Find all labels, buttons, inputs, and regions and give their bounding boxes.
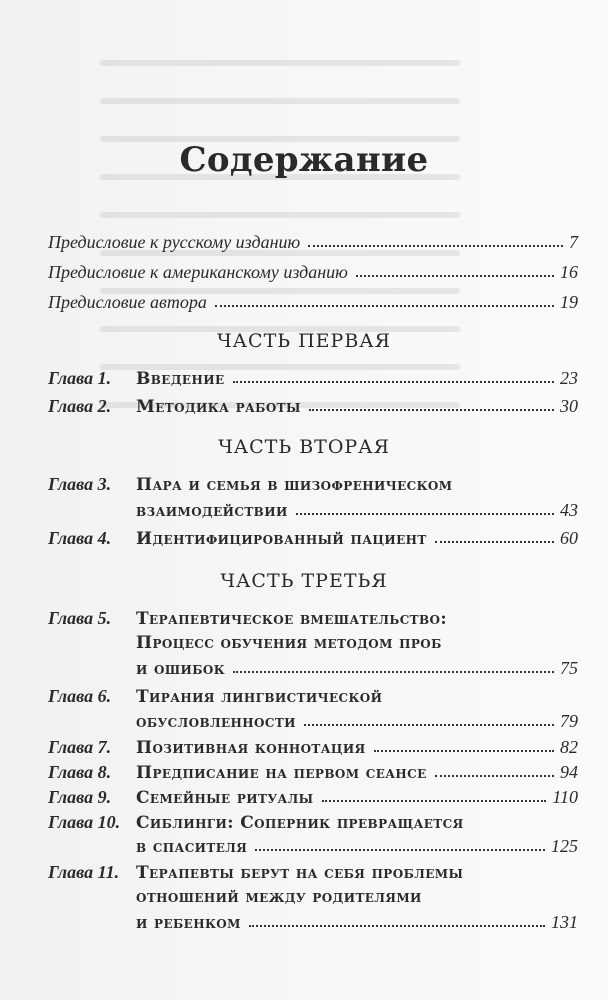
leader-dots: [255, 849, 545, 851]
toc-entry-chapter-3-line-2: [136, 500, 578, 521]
leader-dots: [249, 925, 545, 927]
part-heading: ЧАСТЬ ТРЕТЬЯ: [220, 570, 388, 592]
chapter-title: Введение: [136, 369, 225, 389]
toc-entry-chapter-10-line-1: [48, 812, 578, 833]
toc-entry-chapter-9: [48, 787, 578, 808]
chapter-number: Глава 3.: [48, 474, 112, 494]
toc-entry-label: Предисловие к американскому изданию: [48, 262, 348, 282]
leader-dots: [374, 750, 554, 752]
toc-entry-page: 19: [560, 292, 578, 312]
chapter-title-continued: взаимодействии: [136, 501, 288, 521]
chapter-title-continued: и ребенком: [136, 913, 241, 933]
leader-dots: [356, 275, 554, 277]
toc-entry-chapter-3-line-1: [48, 474, 578, 495]
chapter-title: Тирания лингвистической: [136, 687, 383, 707]
toc-entry-page: 131: [551, 912, 578, 932]
toc-entry-page: 79: [560, 711, 578, 731]
leader-dots: [296, 513, 554, 515]
toc-entry-chapter-4: [48, 528, 578, 549]
leader-dots: [308, 245, 563, 247]
chapter-number: Глава 1.: [48, 368, 112, 388]
toc-entry-chapter-1: [48, 368, 578, 389]
chapter-title: Терапевты берут на себя проблемы: [136, 863, 464, 883]
leader-dots: [233, 381, 555, 383]
leader-dots: [215, 305, 554, 307]
chapter-title-continued: в спасителя: [136, 837, 248, 857]
toc-entry-preface-author: [48, 292, 578, 313]
chapter-number: Глава 2.: [48, 396, 112, 416]
leader-dots: [304, 724, 554, 726]
toc-entry-page: 94: [560, 762, 578, 782]
toc-entry-chapter-11-line-3: [136, 912, 578, 933]
toc-entry-page: 23: [560, 368, 578, 388]
chapter-title-continued: отношений между родителями: [136, 887, 422, 907]
toc-entry-page: 16: [560, 262, 578, 282]
toc-entry-chapter-7: [48, 737, 578, 758]
toc-entry-page: 110: [552, 787, 578, 807]
chapter-title: Пара и семья в шизофреническом: [136, 475, 453, 495]
chapter-number: Глава 8.: [48, 762, 112, 782]
chapter-number: Глава 10.: [48, 812, 121, 832]
page-title: Содержание: [179, 140, 429, 180]
chapter-number: Глава 4.: [48, 528, 112, 548]
toc-entry-preface-russian: [48, 232, 578, 253]
part-heading: ЧАСТЬ ПЕРВАЯ: [216, 330, 392, 352]
chapter-title-continued: обусловленности: [136, 712, 296, 732]
chapter-title: Позитивная коннотация: [136, 738, 366, 758]
toc-entry-label: Предисловие к русскому изданию: [48, 232, 301, 252]
chapter-title: Сиблинги: Соперник превращается: [136, 813, 464, 833]
toc-entry-chapter-11-line-1: [48, 862, 578, 883]
toc-entry-preface-american: [48, 262, 578, 283]
leader-dots: [435, 541, 554, 543]
chapter-number: Глава 11.: [48, 862, 120, 882]
leader-dots: [233, 671, 554, 673]
leader-dots: [435, 775, 554, 777]
toc-entry-chapter-2: [48, 396, 578, 417]
toc-entry-chapter-5-line-3: [136, 658, 578, 679]
toc-entry-page: 30: [560, 396, 578, 416]
toc-entry-page: 75: [560, 658, 578, 678]
toc-entry-page: 125: [551, 836, 578, 856]
chapter-number: Глава 9.: [48, 787, 112, 807]
chapter-number: Глава 5.: [48, 608, 112, 628]
toc-entry-page: 7: [569, 232, 578, 252]
leader-dots: [309, 409, 554, 411]
chapter-title: Семейные ритуалы: [136, 788, 314, 808]
chapter-title: Методика работы: [136, 397, 301, 417]
toc-entry-chapter-8: [48, 762, 578, 783]
chapter-title: Предписание на первом сеансе: [136, 763, 427, 783]
chapter-number: Глава 6.: [48, 686, 112, 706]
chapter-title: Терапевтическое вмешательство:: [136, 609, 448, 629]
toc-entry-page: 43: [560, 500, 578, 520]
toc-entry-page: 60: [560, 528, 578, 548]
toc-entry-label: Предисловие автора: [48, 292, 207, 312]
toc-entry-chapter-10-line-2: [136, 836, 578, 857]
toc-entry-page: 82: [560, 737, 578, 757]
chapter-title-continued: и ошибок: [136, 659, 226, 679]
toc-entry-chapter-6-line-1: [48, 686, 578, 707]
part-heading: ЧАСТЬ ВТОРАЯ: [218, 436, 390, 458]
leader-dots: [322, 800, 547, 802]
chapter-title: Идентифицированный пациент: [136, 529, 427, 549]
toc-entry-chapter-5-line-1: [48, 608, 578, 629]
toc-entry-chapter-6-line-2: [136, 711, 578, 732]
chapter-number: Глава 7.: [48, 737, 112, 757]
chapter-title-continued: Процесс обучения методом проб: [136, 633, 442, 653]
